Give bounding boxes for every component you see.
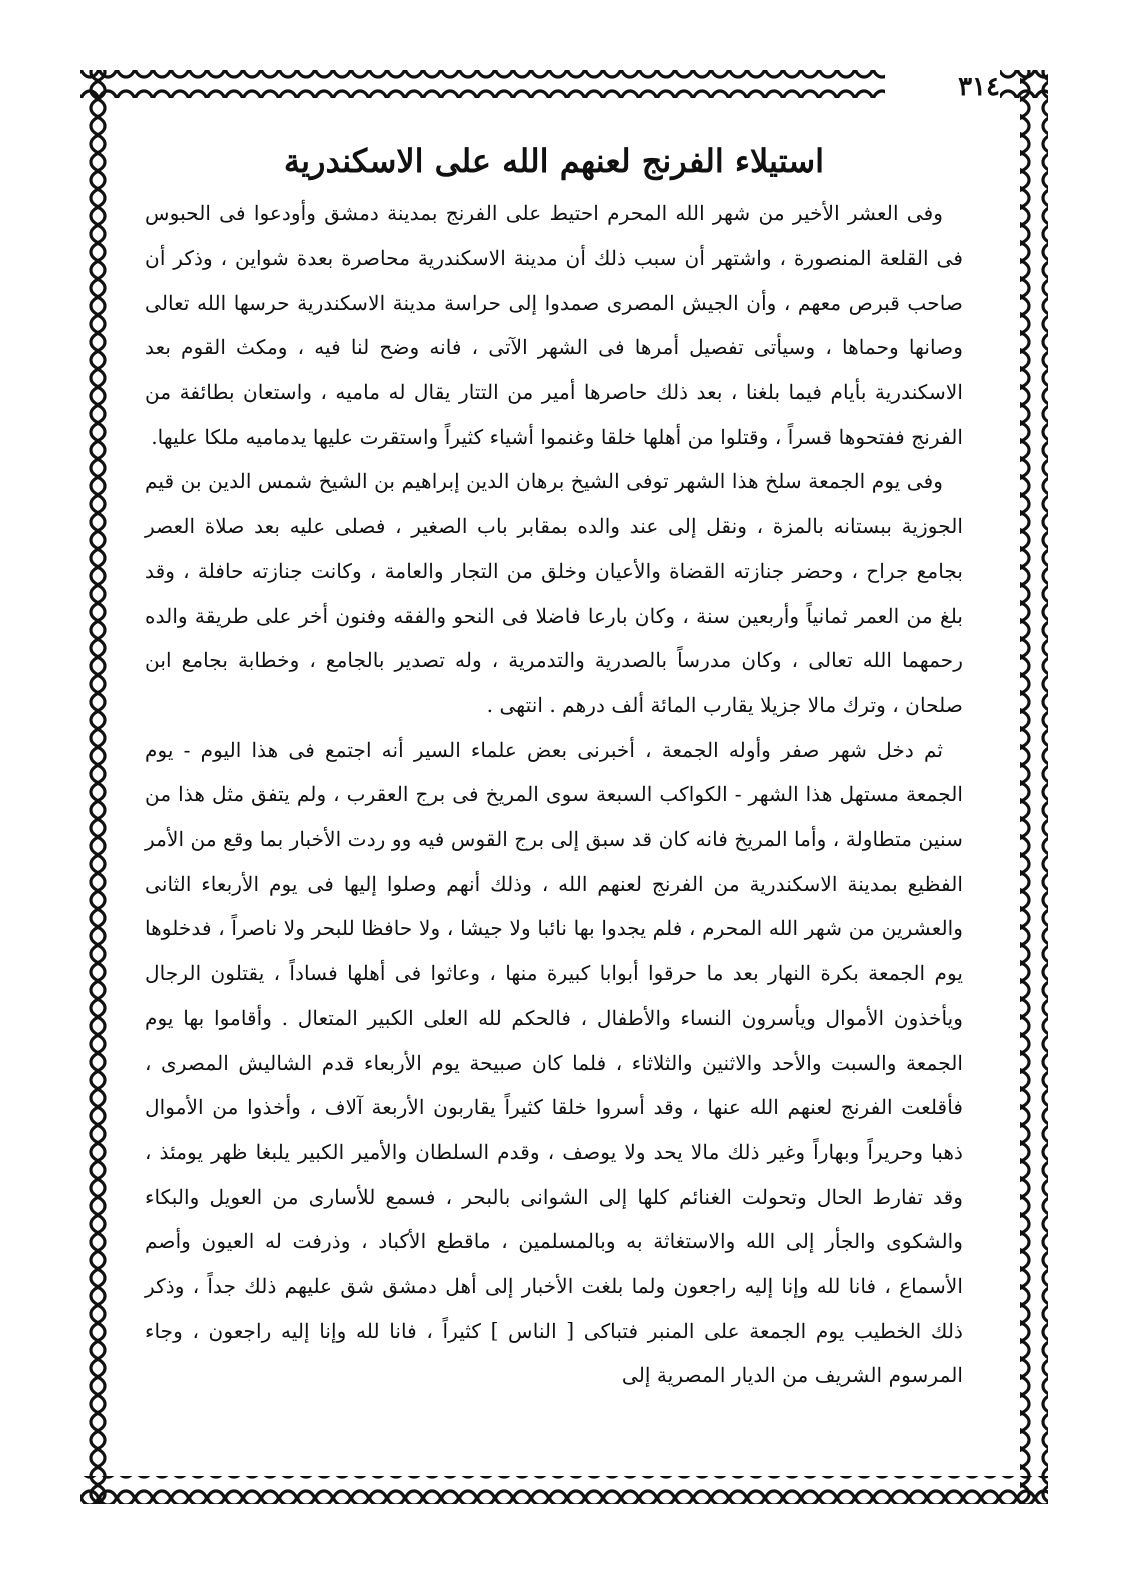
border-bottom	[80, 1476, 1048, 1504]
page-number: ٣١٤	[958, 72, 1000, 102]
paragraph-3: ثم دخل شهر صفر وأوله الجمعة ، أخبرنى بعض علماء السير أنه اجتمع فى هذا اليوم - يوم الجمعة مستهل هذا الشهر - الكواكب السبعة سوى المريخ فى برج العقرب ، ولم يتفق مثل هذا من سنين متطاولة ، وأما المريخ فانه كان قد سبق إلى برج القوس فيه وو ردت الأخبار بما وقع من الأمر الفظيع بمدينة الاسكندرية من الفرنج لعنهم الله ، وذلك أنهم وصلوا إليها فى يوم الأربعاء الثانى والعشرين من شهر الله المحرم ، فلم يجدوا بها نائبا ولا جيشا ، ولا حافظا للبحر ولا ناصراً ، فدخلوها يوم الجمعة بكرة النهار بعد ما حرقوا أبوابا كبيرة منها ، وعاثوا فى أهلها فساداً ، يقتلون الرجال ويأخذون الأموال ويأسرون النساء والأطفال ، فالحكم لله العلى الكبير المتعال . وأقاموا بها يوم الجمعة والسبت والأحد والاثنين والثلاثاء ، فلما كان صبيحة يوم الأربعاء قدم الشاليش المصرى ، فأقلعت الفرنج لعنهم الله عنها ، وقد أسروا خلقا كثيراً يقاربون الأربعة آلاف ، وأخذوا من الأموال ذهبا وحريراً وبهاراً وغير ذلك مالا يحد ولا يوصف ، وقدم السلطان والأمير الكبير يلبغا ظهر يومئذ ، وقد تفارط الحال وتحولت الغنائم كلها إلى الشوانى بالبحر ، فسمع للأسارى من العويل والبكاء والشكوى والجأر إلى الله والاستغاثة به وبالمسلمين ، ماقطع الأكباد ، وذرفت له العيون وأصم الأسماع ، فانا لله وإنا إليه راجعون ولما بلغت الأخبار إلى أهل دمشق شق عليهم ذلك جداً ، وذكر ذلك الخطيب يوم الجمعة على المنبر فتباكى [ الناس ] كثيراً ، فانا لله وإنا إليه راجعون ، وجاء المرسوم الشريف من الديار المصرية إلى	[145, 737, 963, 1388]
border-top-left	[80, 70, 885, 98]
paragraph-2: وفى يوم الجمعة سلخ هذا الشهر توفى الشيخ برهان الدين إبراهيم بن الشيخ شمس الدين بن قيم الجوزية ببستانه بالمزة ، ونقل إلى عند والده بمقابر باب الصغير ، فصلى عليه بعد صلاة العصر بجامع جراح ، وحضر جنازته القضاة والأعيان وخلق من التجار والعامة ، وكانت جنازته حافلة ، وقد بلغ من العمر ثمانياً وأربعين سنة ، وكان بارعا فاضلا فى النحو والفقه وفنون أخر على طريقة والده رحمهما الله تعالى ، وكان مدرساً بالصدرية والتدمرية ، وله تصدير بالجامع ، وخطابة بجامع ابن صلحان ، وترك مالا جزيلا يقارب المائة ألف درهم . انتهى .	[145, 469, 963, 717]
page-title: استيلاء الفرنج لعنهم الله على الاسكندرية	[283, 142, 825, 180]
body-text	[145, 191, 963, 1398]
border-left	[82, 70, 110, 1504]
text-block	[145, 140, 963, 1470]
paragraph-1: وفى العشر الأخير من شهر الله المحرم احتيط على الفرنج بمدينة دمشق وأودعوا فى الحبوس فى القلعة المنصورة ، واشتهر أن سبب ذلك أن مدينة الاسكندرية محاصرة بعدة شواين ، وذكر أن صاحب قبرص معهم ، وأن الجيش المصرى صمدوا إلى حراسة مدينة الاسكندرية حرسها الله تعالى وصانها وحماها ، وسيأتى تفصيل أمرها فى الشهر الآتى ، فانه وضح لنا فيه ، ومكث القوم بعد الاسكندرية بأيام فيما بلغنا ، بعد ذلك حاصرها أمير من التتار يقال له ماميه ، واستعان بطائفة من الفرنج ففتحوها قسراً ، وقتلوا من أهلها خلقا وغنموا أشياء كثيراً واستقرت عليها يدماميه ملكا عليها.	[145, 201, 963, 449]
border-right	[1020, 70, 1048, 1504]
